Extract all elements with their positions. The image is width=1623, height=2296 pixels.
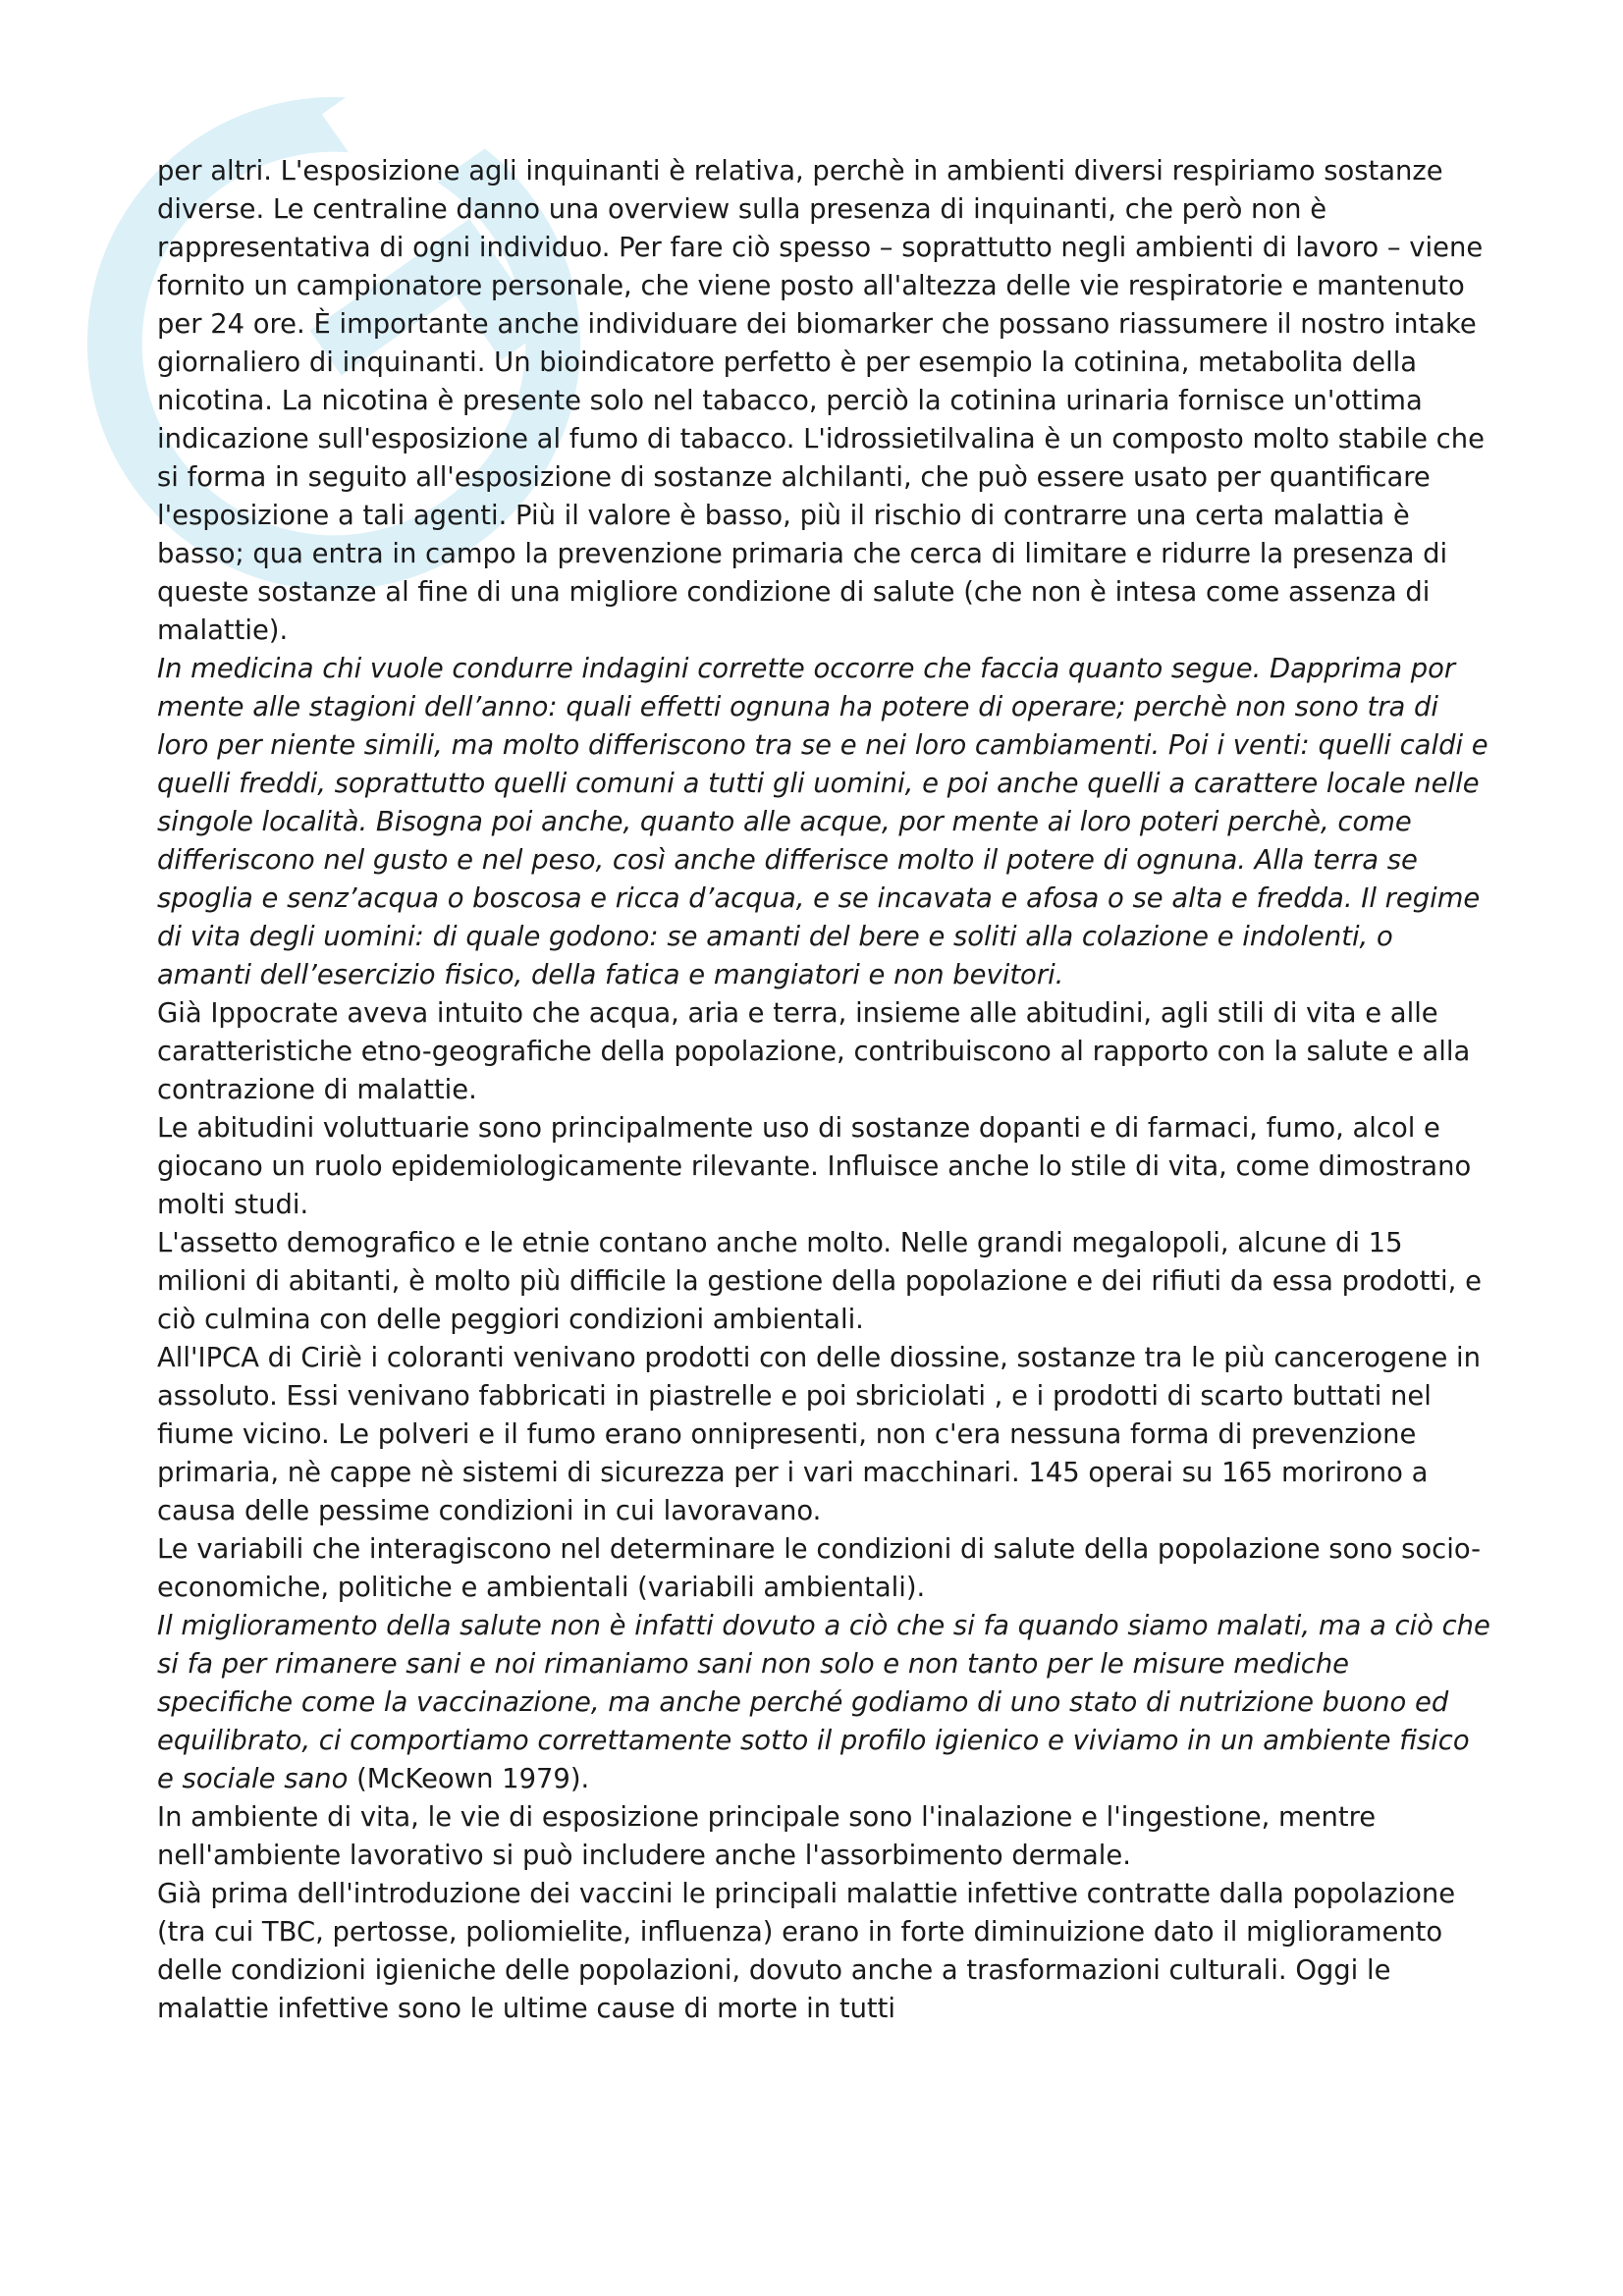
paragraph-hippocrates-quote: In medicina chi vuole condurre indagini corrette occorre che faccia quanto segue. Dapprima por mente alle stagioni dell’anno: quali effetti ognuna ha potere di operare; perchè non sono tra di loro per niente simili, ma molto differiscono tra se e nei loro cambiamenti. Poi i venti: quelli caldi e quelli freddi, soprattutto quelli comuni a tutti gli uomini, e poi anche quelli a carattere locale nelle singole località. Bisogna poi anche, quanto alle acque, por mente ai loro poteri perchè, come differiscono nel gusto e nel peso, così anche differisce molto il potere di ognuna. Alla terra se spoglia e senz’acqua o boscosa e ricca d’acqua, e se incavata e afosa o se alta e fredda. Il regime di vita degli uomini: di quale godono: se amanti del bere e soliti alla colazione e indolenti, o amanti dell’esercizio fisico, della fatica e mangiatori e non bevitori. [157,654,1488,990]
paragraph-hippocrates-intuition: Già Ippocrate aveva intuito che acqua, aria e terra, insieme alle abitudini, agli stili di vita e alle caratteristiche etno-geografiche della popolazione, contribuiscono al rapporto con la salute e alla contrazione di malattie. [157,998,1471,1105]
paragraph-mckeown-quote [157,1607,1492,1798]
mckeown-quote-text: Il miglioramento della salute non è infatti dovuto a ciò che si fa quando siamo malati, ma a ciò che si fa per rimanere sani e noi rimaniamo sani non solo e non tanto per le misure mediche specifiche come la vaccinazione, ma anche perché godiamo di uno stato di nutrizione buono ed equilibrato, ci comportiamo correttamente sotto il profilo igienico e viviamo in un ambiente fisico e sociale sano [157,1611,1490,1794]
paragraph-ipca-cirie: All'IPCA di Ciriè i coloranti venivano prodotti con delle diossine, sostanze tra le più cancerogene in assoluto. Essi venivano fabbricati in piastrelle e poi sbriciolati , e i prodotti di scarto buttati nel fiume vicino. Le polveri e il fumo erano onnipresenti, non c'era nessuna forma di prevenzione primaria, nè cappe nè sistemi di sicurezza per i vari macchinari. 145 operai su 165 morirono a causa delle pessime condizioni in cui lavoravano. [157,1343,1482,1526]
paragraph-voluptuary-habits: Le abitudini voluttuarie sono principalmente uso di sostanze dopanti e di farmaci, fumo, alcol e giocano un ruolo epidemiologicamente rilevante. Influisce anche lo stile di vita, come dimostrano molti studi. [157,1113,1472,1220]
mckeown-citation: (McKeown 1979). [348,1764,590,1794]
document-body [157,152,1492,2028]
paragraph-exposure-biomarkers: per altri. L'esposizione agli inquinanti è relativa, perchè in ambienti diversi respiriamo sostanze diverse. Le centraline danno una overview sulla presenza di inquinanti, che però non è rappresentativa di ogni individuo. Per fare ciò spesso – soprattutto negli ambienti di lavoro – viene fornito un campionatore personale, che viene posto all'altezza delle vie respiratorie e mantenuto per 24 ore. È importante anche individuare dei biomarker che possano riassumere il nostro intake giornaliero di inquinanti. Un bioindicatore perfetto è per esempio la cotinina, metabolita della nicotina. La nicotina è presente solo nel tabacco, perciò la cotinina urinaria fornisce un'ottima indicazione sull'esposizione al fumo di tabacco. L'idrossietilvalina è un composto molto stabile che si forma in seguito all'esposizione di sostanze alchilanti, che può essere usato per quantificare l'esposizione a tali agenti. Più il valore è basso, più il rischio di contrarre una certa malattia è basso; qua entra in campo la prevenzione primaria che cerca di limitare e ridurre la presenza di queste sostanze al fine di una migliore condizione di salute (che non è intesa come assenza di malattie). [157,156,1485,646]
paragraph-health-variables: Le variabili che interagiscono nel determinare le condizioni di salute della popolazione sono socio-economiche, politiche e ambientali (variabili ambientali). [157,1534,1481,1603]
paragraph-vaccines-history: Già prima dell'introduzione dei vaccini le principali malattie infettive contratte dalla popolazione (tra cui TBC, pertosse, poliomielite, influenza) erano in forte diminuizione dato il miglioramento delle condizioni igieniche delle popolazioni, dovuto anche a trasformazioni culturali. Oggi le malattie infettive sono le ultime cause di morte in tutti [157,1879,1456,2024]
paragraph-demographics: L'assetto demografico e le etnie contano anche molto. Nelle grandi megalopoli, alcune di 15 milioni di abitanti, è molto più difficile la gestione della popolazione e dei rifiuti da essa prodotti, e ciò culmina con delle peggiori condizioni ambientali. [157,1228,1482,1335]
paragraph-exposure-routes: In ambiente di vita, le vie di esposizione principale sono l'inalazione e l'ingestione, mentre nell'ambiente lavorativo si può includere anche l'assorbimento dermale. [157,1802,1377,1871]
